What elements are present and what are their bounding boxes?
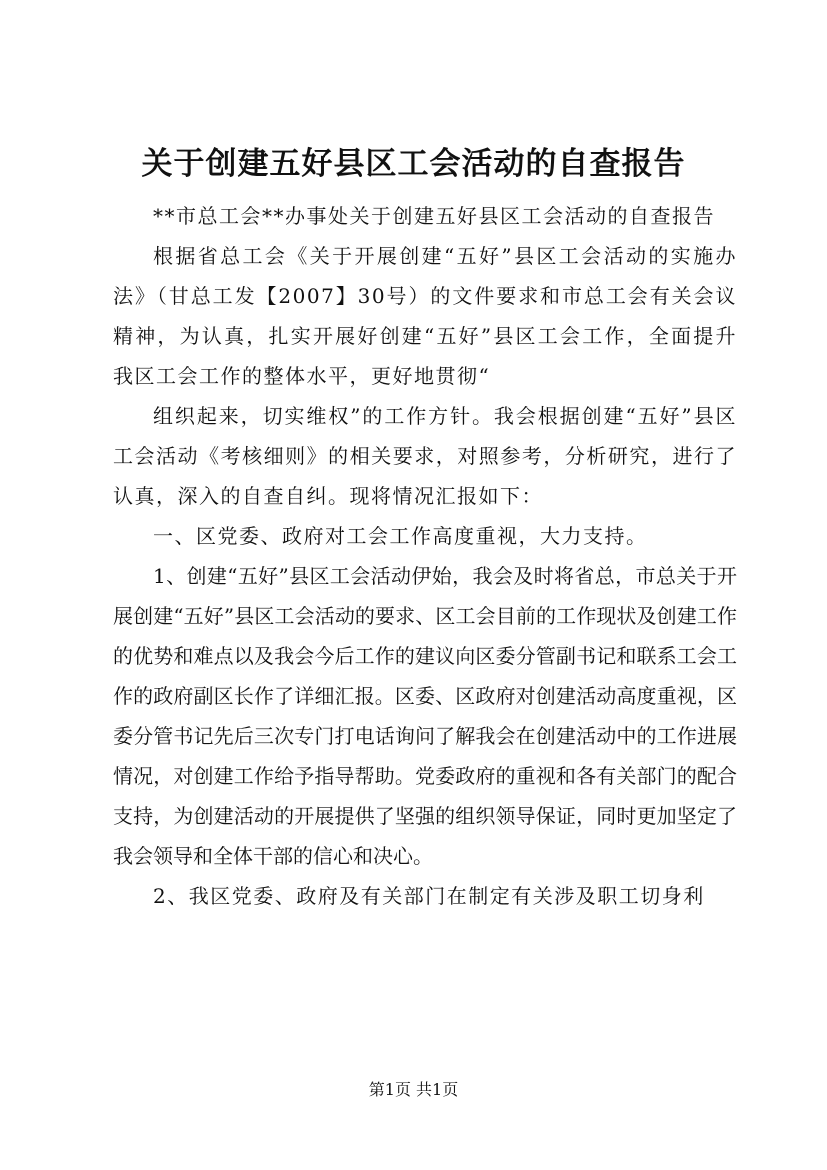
paragraph-5: 1、创建“五好”县区工会活动伊始，我会及时将省总，市总关于开展创建“五好”县区工会活动的要求、区工会目前的工作现状及创建工作的优势和难点以及我会今后工作的建议向区委分管副书记和联系工会工作的政府副区长作了详细汇报。区委、区政府对创建活动高度重视，区委分管书记先后三次专门打电话询问了解我会在创建活动中的工作进展情况，对创建工作给予指导帮助。党委政府的重视和各有关部门的配合支持，为创建活动的开展提供了坚强的组织领导保证，同时更加坚定了我会领导和全体干部的信心和决心。 — [113, 564, 737, 868]
document-body — [113, 196, 737, 916]
paragraph-3: 组织起来，切实维权”的工作方针。我会根据创建“五好”县区工会活动《考核细则》的相关要求，对照参考，分析研究，进行了认真，深入的自查自纠。现将情况汇报如下： — [113, 404, 737, 508]
paragraph-4: 一、区党委、政府对工会工作高度重视，大力支持。 — [153, 524, 648, 548]
paragraph-2: 根据省总工会《关于开展创建“五好”县区工会活动的实施办法》（甘总工发【2007】30号）的文件要求和市总工会有关会议精神，为认真，扎实开展好创建“五好”县区工会工作，全面提升我区工会工作的整体水平，更好地贯彻“ — [113, 244, 737, 388]
paragraph-1: **市总工会**办事处关于创建五好县区工会活动的自查报告 — [153, 204, 715, 228]
document-title: 关于创建五好县区工会活动的自查报告 — [141, 146, 686, 182]
page-footer: 第1页 共1页 — [368, 1080, 459, 1099]
paragraph-6: 2、我区党委、政府及有关部门在制定有关涉及职工切身利 — [153, 884, 705, 908]
